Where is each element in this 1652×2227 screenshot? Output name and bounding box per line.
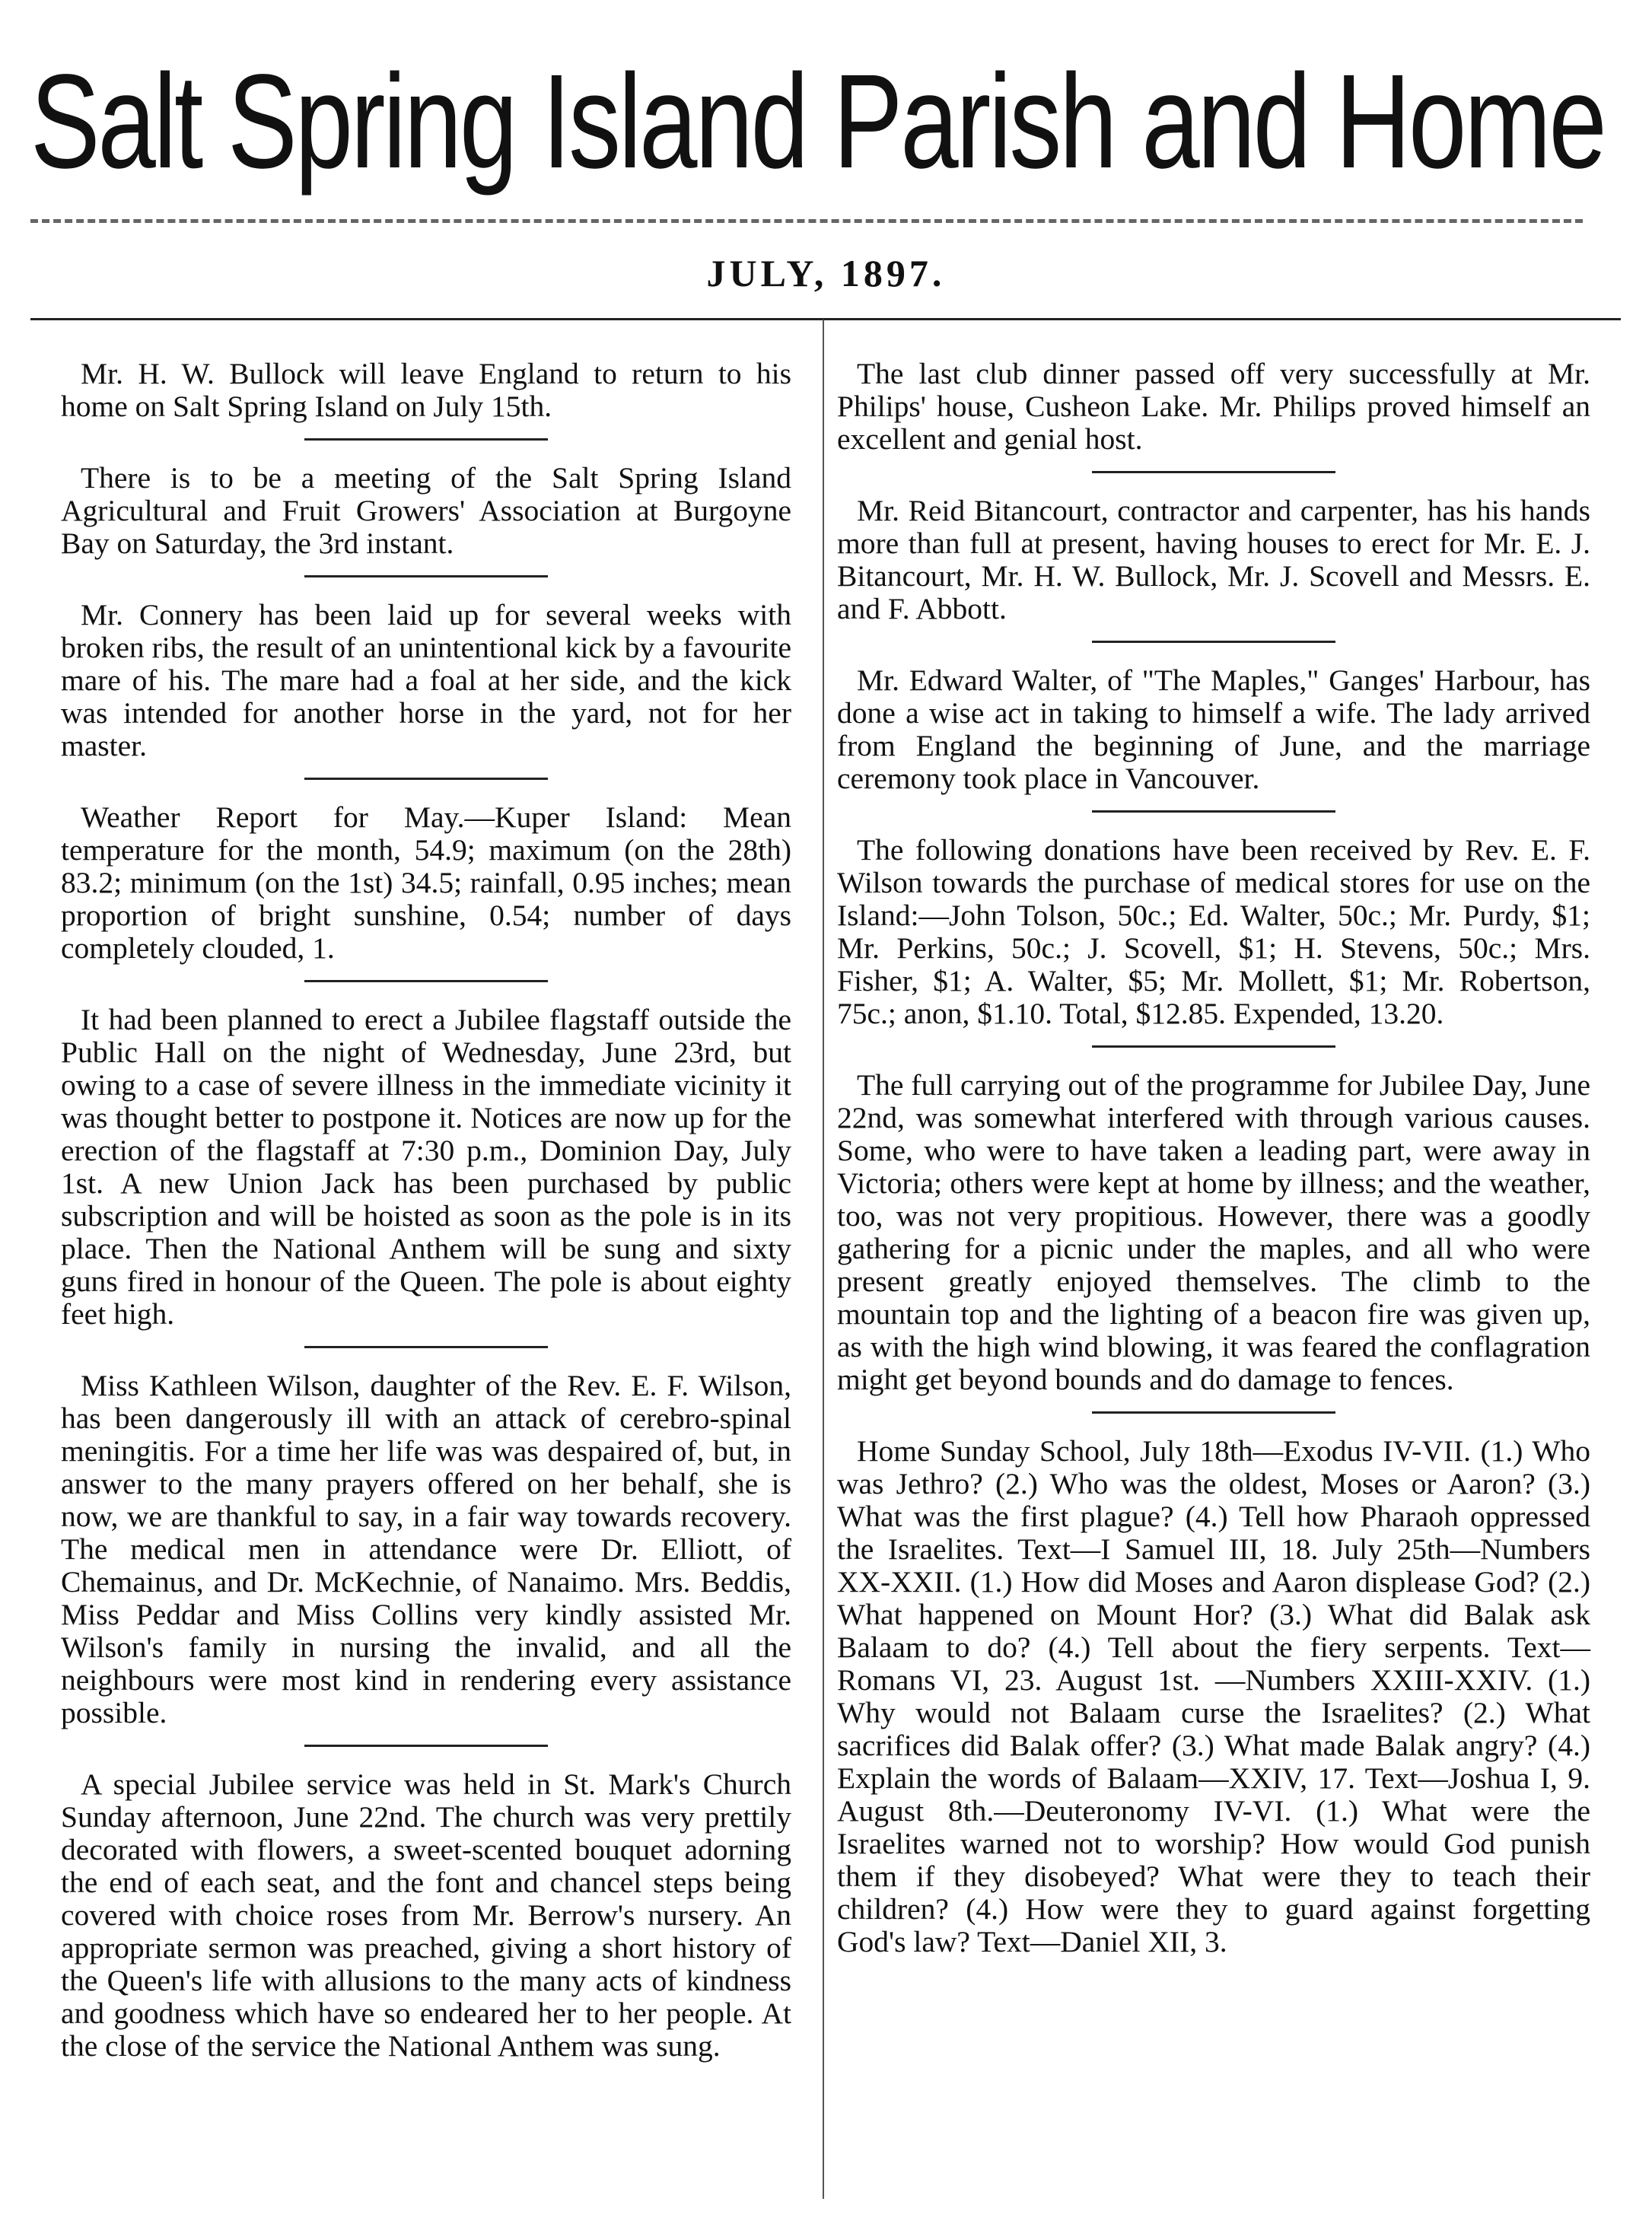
news-paragraph: There is to be a meeting of the Salt Spring Island Agricultural and Fruit Growers' Association at Burgoyne Bay on Saturday, the 3rd instant. (61, 461, 791, 560)
item-separator (1092, 810, 1335, 813)
news-item-walter-marriage (837, 664, 1590, 795)
item-separator (304, 575, 548, 577)
news-item-club-dinner (837, 358, 1590, 456)
column-divider (823, 320, 824, 2199)
item-separator (304, 1346, 548, 1348)
item-separator (1092, 641, 1335, 643)
news-paragraph: The following donations have been received by Rev. E. F. Wilson towards the purchase of medical stores for use on the Island:—John Tolson, 50c.; Ed. Walter, 50c.; Mr. Purdy, $1; Mr. Perkins, 50c.; J. Scovell, $1; H. Stevens, 50c.; Mrs. Fisher, $1; A. Walter, $5; Mr. Mollett, $1; Mr. Robertson, 75c.; anon, $1.10. Total, $12.85. Expended, 13.20. (837, 833, 1590, 1030)
left-column (61, 358, 791, 2063)
item-separator (304, 980, 548, 982)
right-column (837, 358, 1590, 1958)
news-item-bitancourt (837, 495, 1590, 625)
header-rule (30, 318, 1621, 320)
news-paragraph: The full carrying out of the programme for Jubilee Day, June 22nd, was somewhat interfered with through various causes. Some, who were to have taken a leading part, were away in Victoria; others were kept at home by illness; and the weather, too, was not very propitious. However, there was a goodly gathering for a picnic under the maples, and all who were present greatly enjoyed themselves. The climb to the mountain top and the lighting of a beacon fire was given up, as with the high wind blowing, it was feared the conflagration might get beyond bounds and do damage to fences. (837, 1068, 1590, 1396)
news-paragraph: It had been planned to erect a Jubilee flagstaff outside the Public Hall on the night of Wednesday, June 23rd, but owing to a case of severe illness in the immediate vicinity it was thought better to postpone it. Notices are now up for the erection of the flagstaff at 7:30 p.m., Dominion Day, July 1st. A new Union Jack has been purchased by public subscription and will be hoisted as soon as the pole is in its place. Then the National Anthem will be sung and sixty guns fired in honour of the Queen. The pole is about eighty feet high. (61, 1003, 791, 1331)
news-item-flagstaff (61, 1004, 791, 1331)
item-separator (304, 438, 548, 441)
news-paragraph: Miss Kathleen Wilson, daughter of the Rev. E. F. Wilson, has been dangerously ill with an attack of cerebro-spinal meningitis. For a time her life was was despaired of, but, in answer to the many prayers offered on her behalf, she is now, we are thankful to say, in a fair way towards recovery. The medical men in attendance were Dr. Elliott, of Chemainus, and Dr. McKechnie, of Nanaimo. Mrs. Beddis, Miss Peddar and Miss Collins very kindly assisted Mr. Wilson's family in nursing the invalid, and all the neighbours were most kind in rendering every assistance possible. (61, 1369, 791, 1729)
news-paragraph: Mr. Connery has been laid up for several weeks with broken ribs, the result of an unintentional kick by a favourite mare of his. The mare had a foal at her side, and the kick was intended for another horse in the yard, not for her master. (61, 598, 791, 762)
news-item-sunday-school (837, 1435, 1590, 1958)
masthead-title: Salt Spring Island Parish and Home (30, 47, 1605, 196)
news-item-kathleen-wilson (61, 1370, 791, 1729)
news-item-bullock (61, 358, 791, 423)
news-item-jubilee-day (837, 1069, 1590, 1396)
news-paragraph: Mr. H. W. Bullock will leave England to return to his home on Salt Spring Island on July 15th. (61, 357, 791, 423)
item-separator (304, 1745, 548, 1747)
news-paragraph: A special Jubilee service was held in St. Mark's Church Sunday afternoon, June 22nd. The church was very prettily decorated with flowers, a sweet-scented bouquet adorning the end of each seat, and the font and chancel steps being covered with choice roses from Mr. Berrow's nursery. An appropriate sermon was preached, giving a short history of the Queen's life with allusions to the many acts of kindness and goodness which have so endeared her to her people. At the close of the service the National Anthem was sung. (61, 1767, 791, 2063)
item-separator (304, 778, 548, 780)
item-separator (1092, 1045, 1335, 1048)
item-separator (1092, 1411, 1335, 1414)
issue-date: JULY, 1897. (706, 252, 946, 294)
news-paragraph: Mr. Reid Bitancourt, contractor and carpenter, has his hands more than full at present, having houses to erect for Mr. E. J. Bitancourt, Mr. H. W. Bullock, Mr. J. Scovell and Messrs. E. and F. Abbott. (837, 494, 1590, 625)
news-item-connery (61, 599, 791, 762)
news-item-growers-meeting (61, 462, 791, 560)
masthead-rule (30, 219, 1583, 223)
news-paragraph: The last club dinner passed off very successfully at Mr. Philips' house, Cusheon Lake. Mr. Philips proved himself an excellent and genial host. (837, 357, 1590, 456)
news-paragraph: Home Sunday School, July 18th—Exodus IV-VII. (1.) Who was Jethro? (2.) Who was the oldest, Moses or Aaron? (3.) What was the first plague? (4.) Tell how Pharaoh oppressed the Israelites. Text—I Samuel III, 18. July 25th—Numbers XX-XXII. (1.) How did Moses and Aaron displease God? (2.) What happened on Mount Hor? (3.) What did Balak ask Balaam to do? (4.) Tell about the fiery serpents. Text—Romans VI, 23. August 1st. —Numbers XXIII-XXIV. (1.) Why would not Balaam curse the Israelites? (2.) What sacrifices did Balak offer? (3.) What made Balak angry? (4.) Explain the words of Balaam—XXIV, 17. Text—Joshua I, 9. August 8th.—Deuteronomy IV-VI. (1.) What were the Israelites warned not to worship? How would God punish them if they disobeyed? What were they to teach their children? (4.) How were they to guard against forgetting God's law? Text—Daniel XII, 3. (837, 1434, 1590, 1958)
news-item-jubilee-service (61, 1768, 791, 2063)
item-separator (1092, 471, 1335, 473)
news-item-weather-report (61, 801, 791, 965)
news-paragraph: Weather Report for May.—Kuper Island: Mean temperature for the month, 54.9; maximum (on the 28th) 83.2; minimum (on the 1st) 34.5; rainfall, 0.95 inches; mean proportion of bright sunshine, 0.54; number of days completely clouded, 1. (61, 800, 791, 965)
news-item-donations (837, 834, 1590, 1030)
news-paragraph: Mr. Edward Walter, of "The Maples," Ganges' Harbour, has done a wise act in taking to himself a wife. The lady arrived from England the beginning of June, and the marriage ceremony took place in Vancouver. (837, 663, 1590, 795)
